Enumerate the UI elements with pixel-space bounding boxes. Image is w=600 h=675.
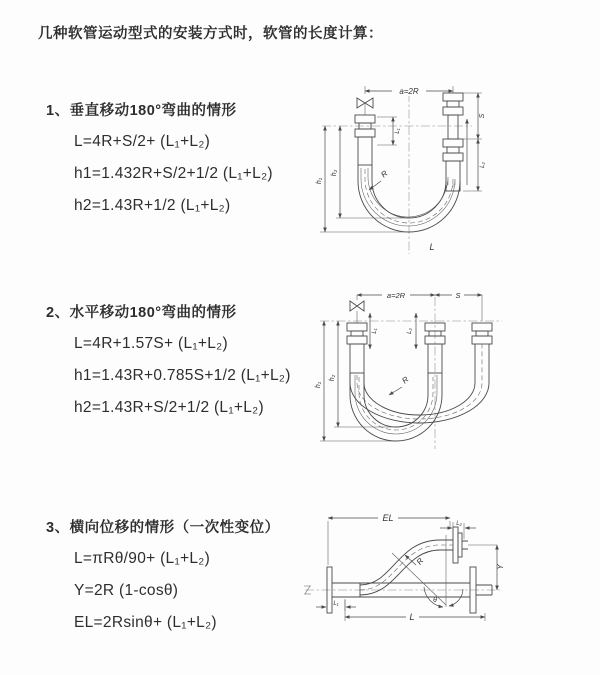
label-h2: h₂ <box>329 374 336 382</box>
label-el: EL <box>382 513 394 523</box>
dimension-end-right <box>407 313 416 349</box>
label-theta: θ <box>433 597 437 604</box>
right-fitting <box>472 323 492 344</box>
label-length-l: L <box>409 612 415 622</box>
formula-h1: h1=1.432R+S/2+1/2 (L₁+L₂) <box>74 165 273 182</box>
section-1-heading: 1、垂直移动180°弯曲的情形 <box>46 103 237 119</box>
section-3-heading: 3、横向位移的情形（一次性变位） <box>46 520 280 536</box>
label-r: R <box>400 374 411 386</box>
label-a-2r: a=2R <box>399 87 419 96</box>
formula-h2: h2=1.43R+S/2+1/2 (L₁+L₂) <box>74 399 264 416</box>
dimension-top-span <box>357 290 482 322</box>
dimension-end-left <box>377 117 401 145</box>
dimension-height-outer <box>315 321 396 441</box>
dimension-top-span <box>365 85 453 96</box>
displaced-hose <box>360 540 453 595</box>
label-h1: h₁ <box>315 381 322 389</box>
label-l2: L₂ <box>456 521 462 527</box>
section-lateral-displacement <box>46 516 280 646</box>
diagram-vertical-180 <box>310 73 590 258</box>
label-s: S <box>455 291 461 300</box>
hose-curves-position-2 <box>350 344 489 423</box>
dimension-end-left <box>316 599 356 611</box>
dimension-height-outer <box>316 126 409 232</box>
label-a-2r: a=2R <box>386 291 406 300</box>
diagram-lateral-displacement <box>300 505 600 645</box>
left-fitting <box>355 115 375 165</box>
centerlines <box>304 586 500 594</box>
label-y: Y <box>496 564 505 570</box>
label-h1: h₁ <box>316 177 323 185</box>
dimension-end-right <box>478 139 486 191</box>
dimension-end-left <box>370 313 378 349</box>
page-title: 几种软管运动型式的安装方式时，软管的长度计算： <box>38 26 383 42</box>
label-l1: L₁ <box>395 128 401 134</box>
section-horizontal-180 <box>46 301 291 431</box>
diagram-horizontal-180 <box>312 283 592 455</box>
label-l2: L₂ <box>407 328 413 334</box>
valve-icon <box>357 98 373 115</box>
dimension-y <box>468 545 505 590</box>
label-r: R <box>379 168 390 180</box>
formula-h2: h2=1.43R+1/2 (L₁+L₂) <box>74 197 231 214</box>
dimension-height-inner <box>329 321 396 427</box>
label-r: R <box>414 556 426 567</box>
label-l2: L₂ <box>480 162 486 168</box>
label-h2: h₂ <box>331 169 338 177</box>
formula-y: Y=2R (1-cosθ) <box>74 582 179 599</box>
formula-h1: h1=1.43R+0.785S+1/2 (L₁+L₂) <box>74 367 291 384</box>
label-s: S <box>479 113 486 119</box>
dimension-el <box>328 512 450 565</box>
valve-icon <box>350 301 364 323</box>
formula-el: EL=2Rsinθ+ (L₁+L₂) <box>74 614 217 631</box>
dimension-length <box>345 600 485 622</box>
radius-callout <box>389 375 411 395</box>
angle-construction <box>392 535 463 607</box>
formula-length: L=4R+1.57S+ (L₁+L₂) <box>74 335 228 352</box>
label-length-l: L <box>429 242 435 252</box>
section-vertical-180 <box>46 99 273 229</box>
formula-length: L=πRθ/90+ (L₁+L₂) <box>74 550 211 567</box>
label-l1: L₁ <box>372 328 378 334</box>
label-l1: L₁ <box>333 601 339 607</box>
formula-length: L=4R+S/2+ (L₁+L₂) <box>74 133 211 150</box>
upper-flange <box>453 527 468 563</box>
dimension-offset-s <box>463 93 486 191</box>
dimension-height-inner <box>331 126 408 218</box>
left-fitting <box>347 323 367 373</box>
section-2-heading: 2、水平移动180°弯曲的情形 <box>46 305 237 321</box>
right-fitting <box>443 93 463 191</box>
